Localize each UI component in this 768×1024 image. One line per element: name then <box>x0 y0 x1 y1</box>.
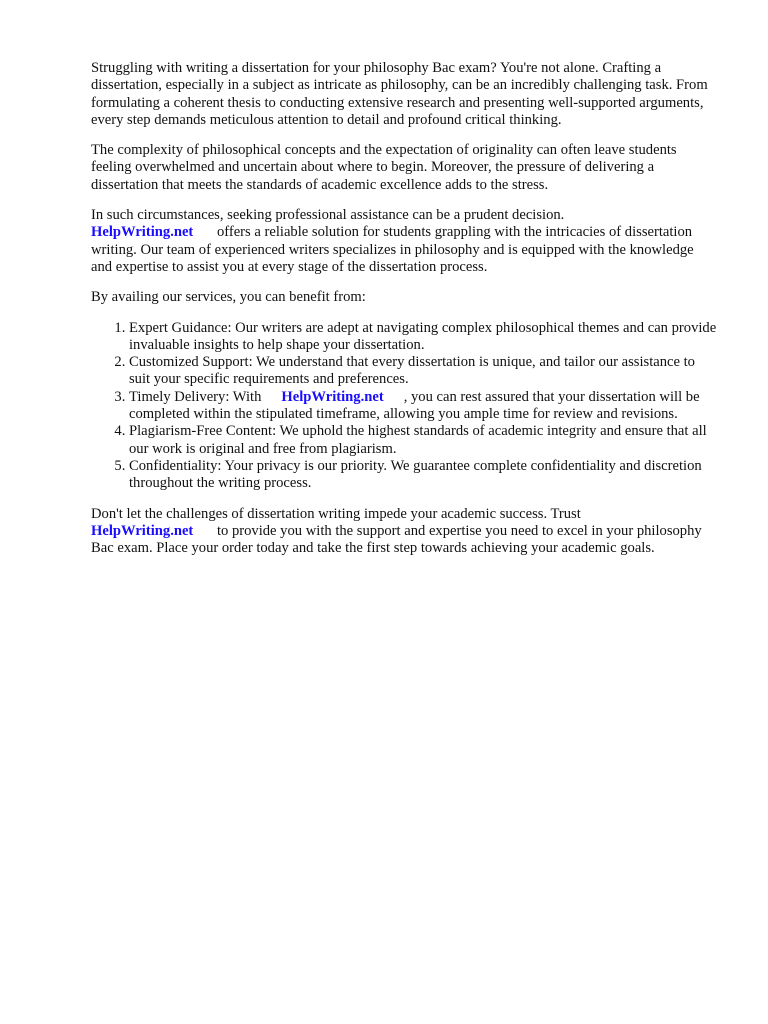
closing-text-after: to provide you with the support and expertise you need to excel in your philosophy Bac exam. Place your order today and take the first step towards achieving your academic goals. <box>91 522 702 557</box>
list-item: 2. Customized Support: We understand that every dissertation is unique, and tailor our assistance to suit your specific requirements and preferences. <box>129 354 717 389</box>
assistance-paragraph <box>91 207 717 276</box>
list-item-text-after: , you can rest assured that your dissertation will be completed within the stipulated timeframe, allowing you ample time for review and revisions. <box>129 388 700 423</box>
benefits-intro: By availing our services, you can benefit from: <box>91 289 366 306</box>
benefits-list <box>91 320 717 493</box>
closing-text-before: Don't let the challenges of dissertation writing impede your academic success. Trust <box>91 505 581 522</box>
document-page <box>91 60 717 570</box>
list-item <box>129 389 717 424</box>
closing-paragraph <box>91 506 717 558</box>
assistance-text-before: In such circumstances, seeking professional assistance can be a prudent decision. <box>91 207 565 224</box>
helpwriting-link[interactable]: HelpWriting.net <box>91 224 194 241</box>
helpwriting-link[interactable]: HelpWriting.net <box>281 388 384 405</box>
helpwriting-link[interactable]: HelpWriting.net <box>91 522 194 539</box>
list-item-text-before: Timely Delivery: With <box>129 388 262 405</box>
assistance-text-after: offers a reliable solution for students grappling with the intricacies of dissertation writing. Our team of experienced writers specializes in philosophy and is equipped with the knowledge and expertise to assist you at every stage of the dissertation process. <box>91 224 694 275</box>
intro-paragraph: Struggling with writing a dissertation for your philosophy Bac exam? You're not alone. Crafting a dissertation, especially in a subject as intricate as philosophy, can be an incredibly challenging task. From formulating a coherent thesis to conducting extensive research and presenting well-supported arguments, every step demands meticulous attention to detail and profound critical thinking. <box>91 60 708 128</box>
list-item: 4. Plagiarism-Free Content: We uphold the highest standards of academic integrity and ensure that all our work is original and free from plagiarism. <box>129 423 717 458</box>
complexity-paragraph: The complexity of philosophical concepts and the expectation of originality can often leave students feeling overwhelmed and uncertain about where to begin. Moreover, the pressure of delivering a dissertation that meets the standards of academic excellence adds to the stress. <box>91 142 677 193</box>
list-item: 1. Expert Guidance: Our writers are adept at navigating complex philosophical themes and can provide invaluable insights to help shape your dissertation. <box>129 320 717 355</box>
list-item: 5. Confidentiality: Your privacy is our priority. We guarantee complete confidentiality and discretion throughout the writing process. <box>129 458 717 493</box>
